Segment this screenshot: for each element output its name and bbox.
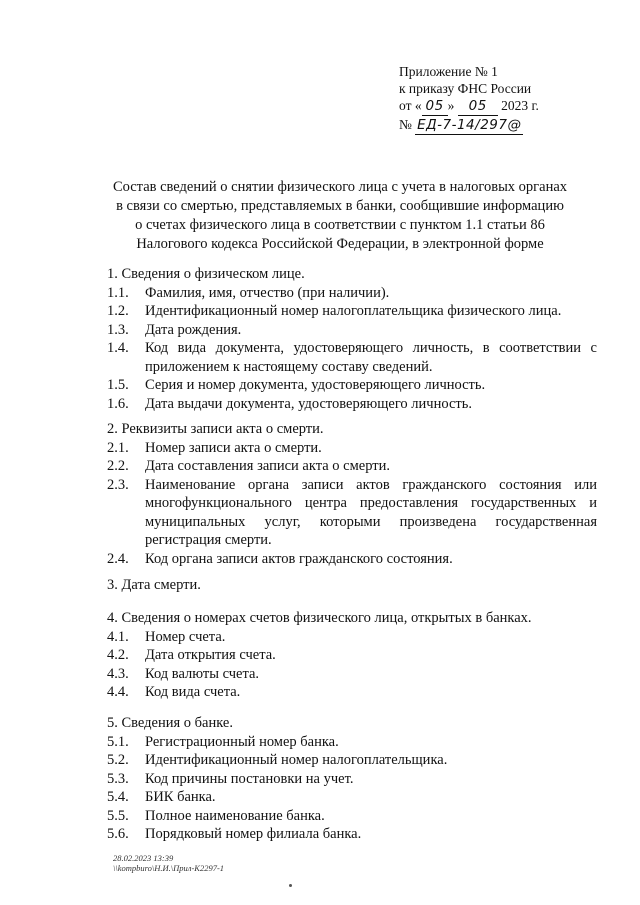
item-text: Код валюты счета. bbox=[145, 665, 260, 682]
item-text: Серия и номер документа, удостоверяющего личность. bbox=[145, 377, 486, 393]
item-text: Фамилия, имя, отчество (при наличии). bbox=[145, 284, 390, 301]
section-5 bbox=[107, 714, 597, 844]
item-number: 4.4. bbox=[107, 684, 129, 700]
item-number: 2.3. bbox=[107, 476, 129, 493]
list-item bbox=[107, 321, 597, 340]
item-number: 5.2. bbox=[107, 752, 129, 768]
item-number: 4.1. bbox=[107, 628, 129, 645]
item-text: Регистрационный номер банка. bbox=[145, 733, 339, 750]
appendix-date-line bbox=[399, 97, 539, 116]
list-item bbox=[107, 751, 597, 770]
list-item bbox=[107, 665, 597, 684]
item-text: Номер записи акта о смерти. bbox=[145, 439, 322, 456]
list-item bbox=[107, 646, 597, 665]
item-text: Идентификационный номер налогоплательщика физического лица. bbox=[145, 303, 562, 319]
list-item bbox=[107, 457, 597, 476]
title-line: в связи со смертью, представляемых в банки, сообщившие информацию bbox=[116, 198, 564, 214]
item-number: 5.1. bbox=[107, 733, 129, 750]
date-year: 2023 г. bbox=[501, 98, 539, 113]
item-number: 2.4. bbox=[107, 550, 129, 567]
title-line: Состав сведений о снятии физического лица с учета в налоговых органах bbox=[112, 179, 568, 195]
item-text: Код вида документа, удостоверяющего личность, в соответствии с приложением к настоящему составу сведений. bbox=[145, 340, 597, 375]
item-number: 5.5. bbox=[107, 807, 129, 824]
item-text: БИК банка. bbox=[145, 789, 216, 805]
section-heading: 5. Сведения о банке. bbox=[107, 715, 233, 731]
item-number: 5.6. bbox=[107, 826, 129, 842]
item-number: 2.2. bbox=[107, 458, 129, 474]
list-item bbox=[107, 302, 597, 321]
date-month: 05 bbox=[458, 98, 498, 116]
scan-dot bbox=[289, 884, 292, 887]
list-item bbox=[107, 476, 597, 550]
item-text: Код причины постановки на учет. bbox=[145, 770, 354, 787]
item-number: 1.2. bbox=[107, 303, 129, 319]
list-item bbox=[107, 683, 597, 702]
item-text: Дата составления записи акта о смерти. bbox=[145, 458, 390, 474]
item-text: Идентификационный номер налогоплательщика. bbox=[145, 752, 448, 768]
item-text: Полное наименование банка. bbox=[145, 807, 325, 824]
list-item bbox=[107, 770, 597, 789]
list-item bbox=[107, 376, 597, 395]
section-2 bbox=[107, 420, 597, 568]
number-prefix: № bbox=[399, 117, 412, 132]
item-number: 1.5. bbox=[107, 377, 129, 393]
list-item bbox=[107, 550, 597, 569]
section-4 bbox=[107, 609, 597, 702]
appendix-header bbox=[399, 63, 539, 135]
item-text: Номер счета. bbox=[145, 628, 226, 645]
section-heading: 1. Сведения о физическом лице. bbox=[107, 266, 305, 282]
date-prefix: от « bbox=[399, 98, 422, 113]
section-1 bbox=[107, 265, 597, 413]
date-day: 05 bbox=[422, 98, 448, 116]
item-number: 1.4. bbox=[107, 340, 129, 356]
appendix-line-2: к приказу ФНС России bbox=[399, 81, 532, 96]
date-sep: » bbox=[447, 98, 455, 113]
section-heading: 2. Реквизиты записи акта о смерти. bbox=[107, 421, 324, 437]
file-footer bbox=[113, 853, 224, 873]
list-item bbox=[107, 284, 597, 303]
item-number: 5.4. bbox=[107, 789, 129, 805]
item-number: 1.1. bbox=[107, 284, 129, 301]
section-3 bbox=[107, 576, 597, 595]
item-text: Дата открытия счета. bbox=[145, 647, 276, 663]
list-item bbox=[107, 395, 597, 414]
list-item bbox=[107, 733, 597, 752]
title-line: Налогового кодекса Российской Федерации, в электронной форме bbox=[136, 236, 544, 252]
section-heading: 3. Дата смерти. bbox=[107, 577, 201, 593]
item-text: Наименование органа записи актов гражданского состояния или многофункционального центра предоставления государственных и муниципальных услуг, которыми произведена государственная регистрация смерти. bbox=[145, 476, 597, 548]
footer-timestamp: 28.02.2023 13:39 bbox=[113, 853, 174, 863]
item-text: Дата рождения. bbox=[145, 321, 242, 338]
item-text: Дата выдачи документа, удостоверяющего личность. bbox=[145, 395, 472, 412]
list-item bbox=[107, 807, 597, 826]
section-heading: 4. Сведения о номерах счетов физического лица, открытых в банках. bbox=[107, 610, 532, 626]
item-number: 2.1. bbox=[107, 439, 129, 456]
item-number: 1.6. bbox=[107, 395, 129, 412]
item-number: 1.3. bbox=[107, 321, 129, 338]
title-line: о счетах физического лица в соответствии с пунктом 1.1 статьи 86 bbox=[135, 217, 545, 233]
list-item bbox=[107, 439, 597, 458]
appendix-line-1: Приложение № 1 bbox=[399, 64, 498, 79]
list-item bbox=[107, 825, 597, 844]
item-text: Порядковый номер филиала банка. bbox=[145, 826, 362, 842]
document-title bbox=[80, 178, 600, 254]
item-number: 4.3. bbox=[107, 665, 129, 682]
list-item bbox=[107, 788, 597, 807]
list-item bbox=[107, 628, 597, 647]
footer-file-path: \\kompburo\Н.И.\Прил-К2297-1 bbox=[113, 863, 225, 873]
item-text: Код вида счета. bbox=[145, 684, 241, 700]
order-number: ЕД-7-14/297@ bbox=[417, 117, 522, 133]
item-number: 5.3. bbox=[107, 770, 129, 787]
item-number: 4.2. bbox=[107, 647, 129, 663]
appendix-number-line bbox=[399, 116, 539, 135]
item-text: Код органа записи актов гражданского состояния. bbox=[145, 550, 453, 567]
list-item bbox=[107, 339, 597, 376]
